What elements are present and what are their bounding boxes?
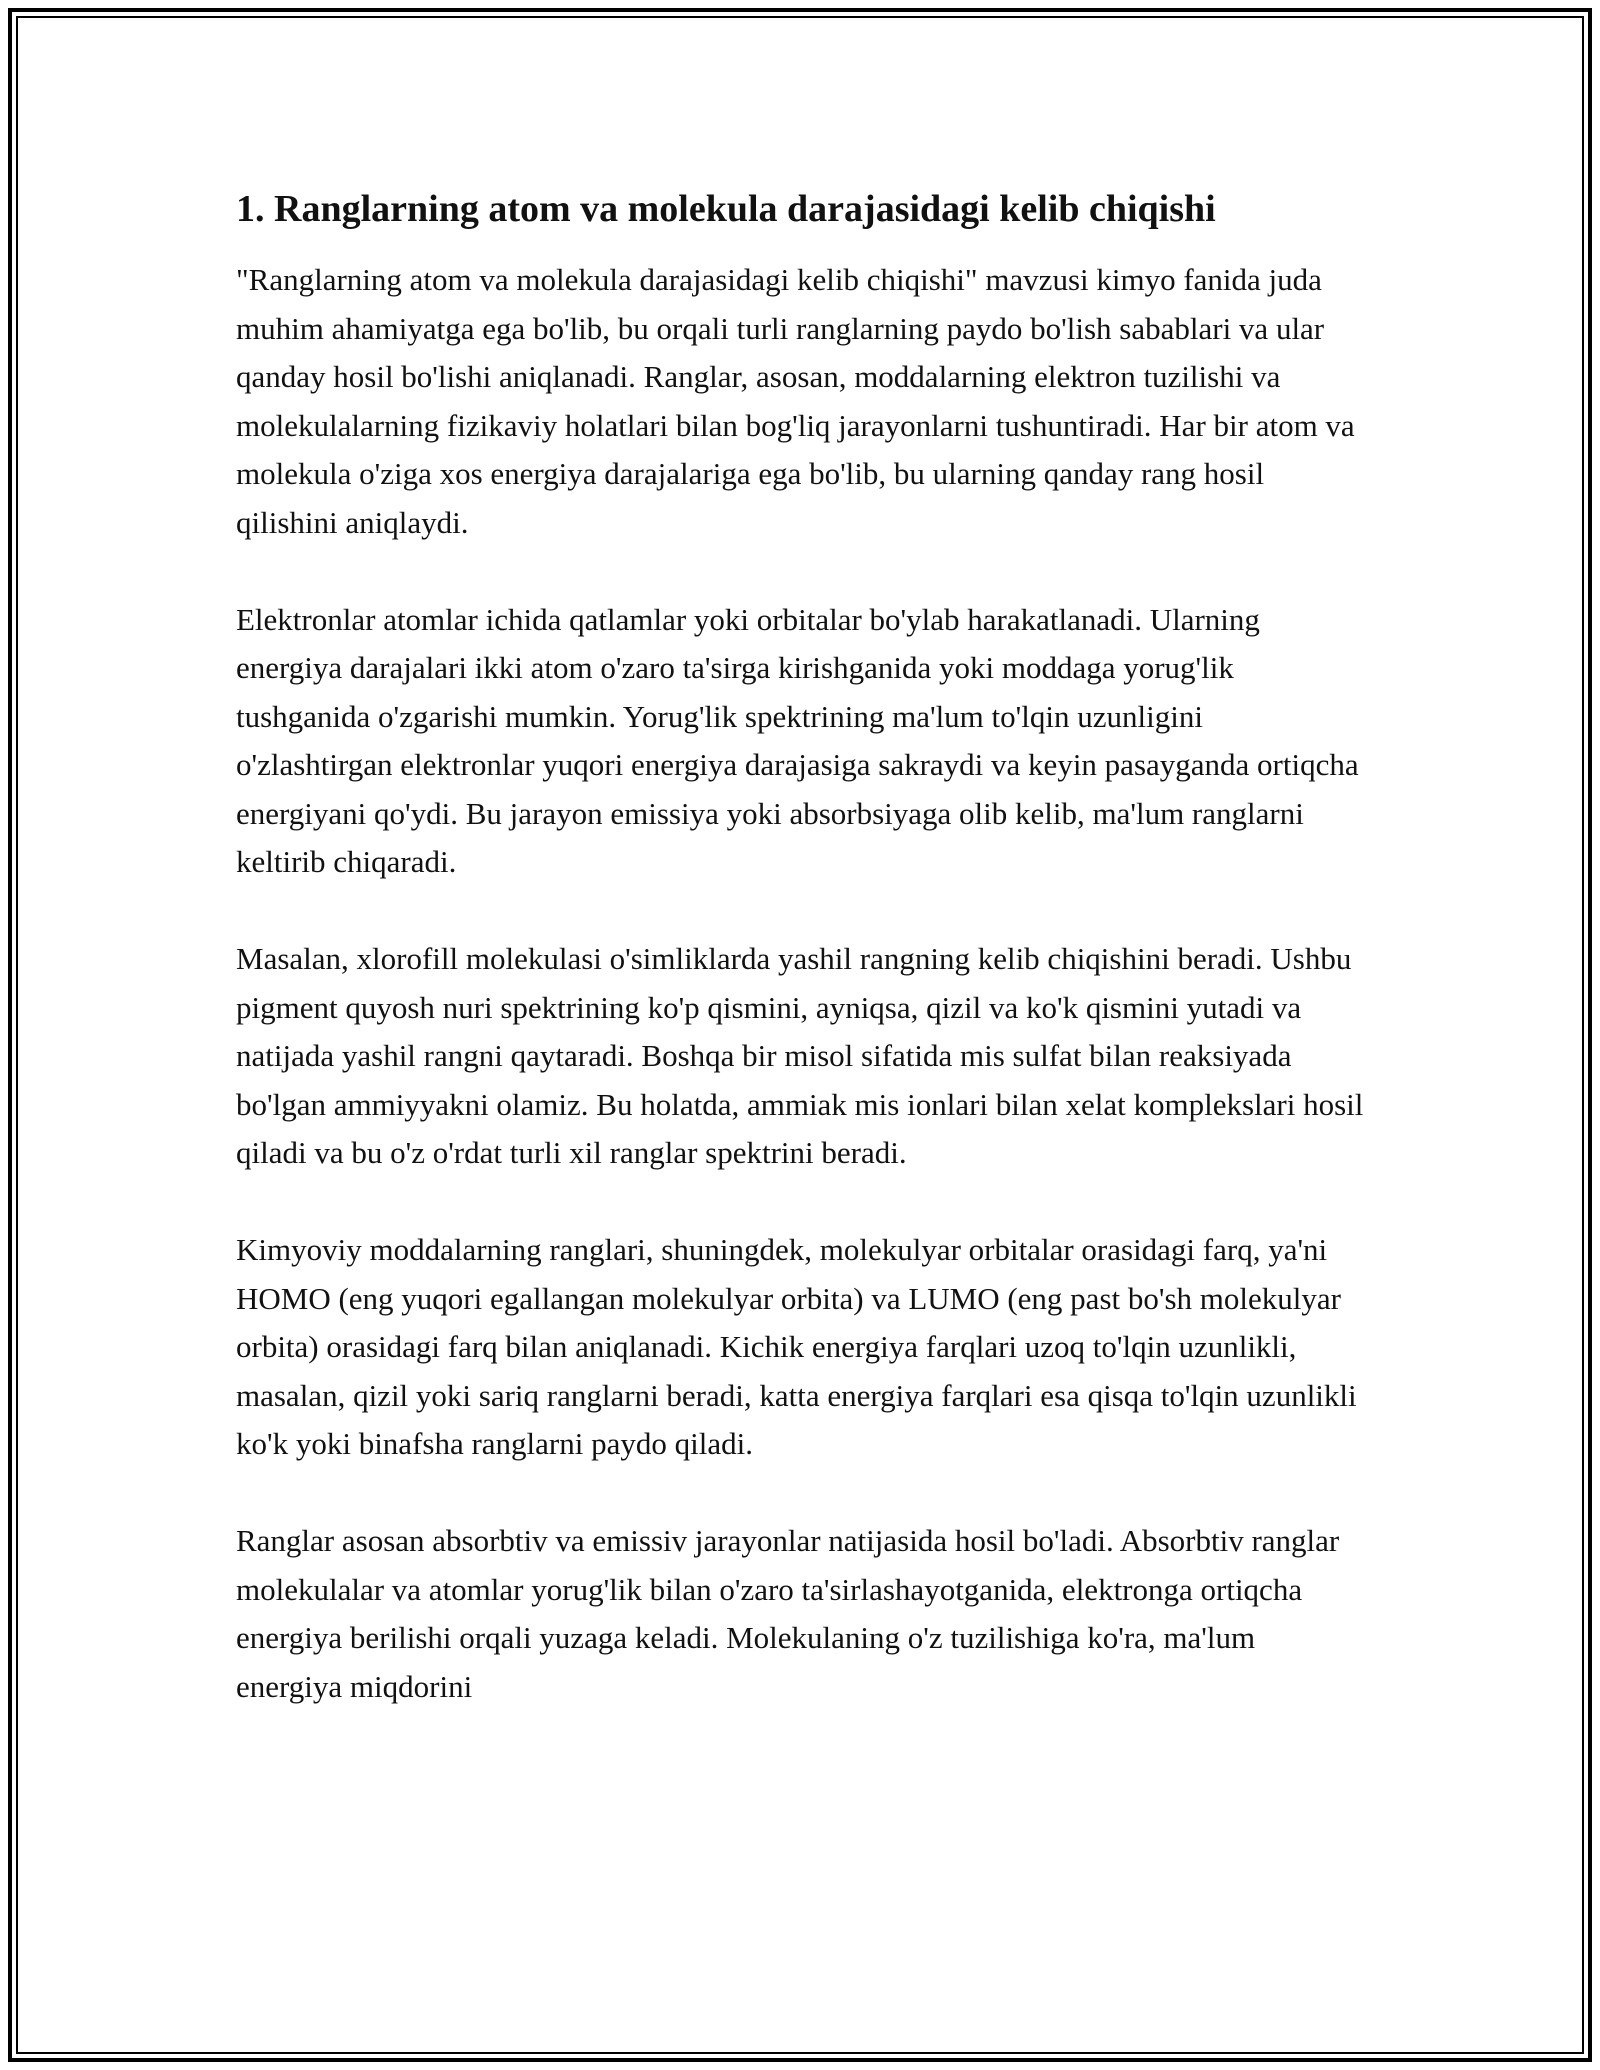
document-body [236,186,1366,1711]
section-heading: 1. Ranglarning atom va molekula darajasidagi kelib chiqishi [236,188,1216,230]
paragraph: Masalan, xlorofill molekulasi o'simliklarda yashil rangning kelib chiqishini beradi. Ushbu pigment quyosh nuri spektrining ko'p qismini, ayniqsa, qizil va ko'k qismini yutadi va natijada yashil rangni qaytaradi. Boshqa bir misol sifatida mis sulfat bilan reaksiyada bo'lgan ammiyyakni olamiz. Bu holatda, ammiak mis ionlari bilan xelat komplekslari hosil qiladi va bu o'z o'rdat turli xil ranglar spektrini beradi. [236,941,1364,1170]
paragraph: "Ranglarning atom va molekula darajasidagi kelib chiqishi" mavzusi kimyo fanida juda muhim ahamiyatga ega bo'lib, bu orqali turli ranglarning paydo bo'lish sabablari va ular qanday hosil bo'lishi aniqlanadi. Ranglar, asosan, moddalarning elektron tuzilishi va molekulalarning fizikaviy holatlari bilan bog'liq jarayonlarni tushuntiradi. Har bir atom va molekula o'ziga xos energiya darajalariga ega bo'lib, bu ularning qanday rang hosil qilishini aniqlaydi. [236,262,1355,540]
paragraph: Ranglar asosan absorbtiv va emissiv jarayonlar natijasida hosil bo'ladi. Absorbtiv ranglar molekulalar va atomlar yorug'lik bilan o'zaro ta'sirlashayotganida, elektronga ortiqcha energiya berilishi orqali yuzaga keladi. Molekulaning o'z tuzilishiga ko'ra, ma'lum energiya miqdorini [236,1523,1340,1704]
paragraph: Kimyoviy moddalarning ranglari, shuningdek, molekulyar orbitalar orasidagi farq, ya'ni HOMO (eng yuqori egallangan molekulyar orbita) va LUMO (eng past bo'sh molekulyar orbita) orasidagi farq bilan aniqlanadi. Kichik energiya farqlari uzoq to'lqin uzunlikli, masalan, qizil yoki sariq ranglarni beradi, katta energiya farqlari esa qisqa to'lqin uzunlikli ko'k yoki binafsha ranglarni paydo qiladi. [236,1232,1357,1461]
paragraph: Elektronlar atomlar ichida qatlamlar yoki orbitalar bo'ylab harakatlanadi. Ularning energiya darajalari ikki atom o'zaro ta'sirga kirishganida yoki moddaga yorug'lik tushganida o'zgarishi mumkin. Yorug'lik spektrining ma'lum to'lqin uzunligini o'zlashtirgan elektronlar yuqori energiya darajasiga sakraydi va keyin pasayganda ortiqcha energiyani qo'ydi. Bu jarayon emissiya yoki absorbsiyaga olib kelib, ma'lum ranglarni keltirib chiqaradi. [236,601,1359,879]
